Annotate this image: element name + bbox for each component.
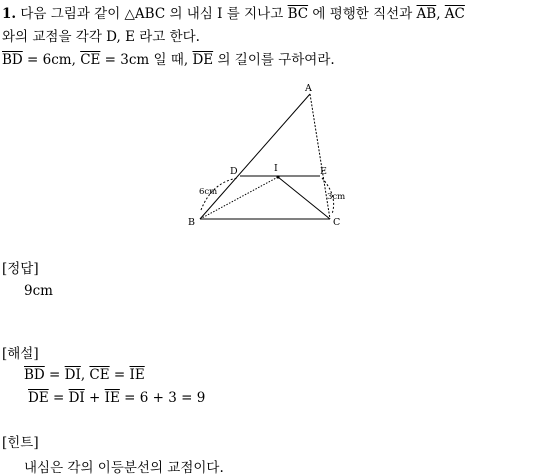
label-a: A — [305, 83, 312, 94]
explanation-line-2 — [28, 390, 205, 406]
label-bd-length: 6cm — [199, 187, 218, 197]
exp-eq2: = — [109, 367, 130, 383]
exp-eq: = — [44, 367, 65, 383]
eq-bd: = 6cm, — [22, 52, 81, 68]
side-ab — [200, 94, 310, 219]
hint-header: [힌트] — [2, 435, 39, 451]
exp-eq3: = — [48, 390, 69, 406]
segment-bd: $\overline{BD}$ — [2, 52, 23, 68]
eq-ce: = 3cm 일 때, — [100, 52, 193, 68]
bisector-bi — [200, 177, 278, 219]
exp-seg-ce: $\overline{CE}$ — [89, 367, 110, 383]
hint-text: 내심은 각의 이등분선의 교점이다. — [24, 460, 224, 476]
explanation-line-1 — [24, 367, 145, 383]
explanation-header: [해설] — [2, 346, 39, 362]
exp-seg-ie: $\overline{IE}$ — [129, 367, 145, 383]
label-e: E — [320, 166, 327, 177]
exp-seg-bd: $\overline{BD}$ — [24, 367, 45, 383]
exp-seg-de: $\overline{DE}$ — [28, 390, 49, 406]
label-b: B — [188, 217, 195, 228]
comma: , — [436, 6, 445, 22]
problem-number: 1. — [2, 6, 17, 22]
segment-ce: $\overline{CE}$ — [80, 52, 101, 68]
problem-question: 의 길이를 구하여라. — [213, 52, 335, 68]
label-c: C — [333, 217, 341, 228]
problem-text-2: 와의 교점을 각각 D, E 라고 한다. — [2, 29, 200, 45]
label-i: I — [274, 163, 278, 174]
bisector-ci — [278, 177, 330, 219]
answer-value: 9cm — [24, 283, 53, 299]
segment-ac: $\overline{AC}$ — [444, 6, 465, 22]
segment-ab: $\overline{AB}$ — [416, 6, 437, 22]
exp-plus: + — [84, 390, 105, 406]
segment-bc: $\overline{BC}$ — [287, 6, 309, 22]
problem-text-1a: 다음 그림과 같이 △ABC 의 내심 I 를 지나고 — [20, 6, 288, 22]
problem-text-1b: 에 평행한 직선과 — [308, 6, 417, 22]
point-i-dot — [276, 175, 279, 178]
exp-seg-di-2: $\overline{DI}$ — [68, 390, 85, 406]
answer-header: [정답] — [2, 261, 39, 277]
label-ce-length: 3cm — [327, 192, 346, 202]
exp-seg-di: $\overline{DI}$ — [64, 367, 81, 383]
exp-sep: , — [80, 367, 90, 383]
segment-de: $\overline{DE}$ — [192, 52, 214, 68]
exp-result: = 6 + 3 = 9 — [119, 390, 206, 406]
exp-seg-ie-2: $\overline{IE}$ — [104, 390, 120, 406]
label-d: D — [230, 166, 238, 177]
